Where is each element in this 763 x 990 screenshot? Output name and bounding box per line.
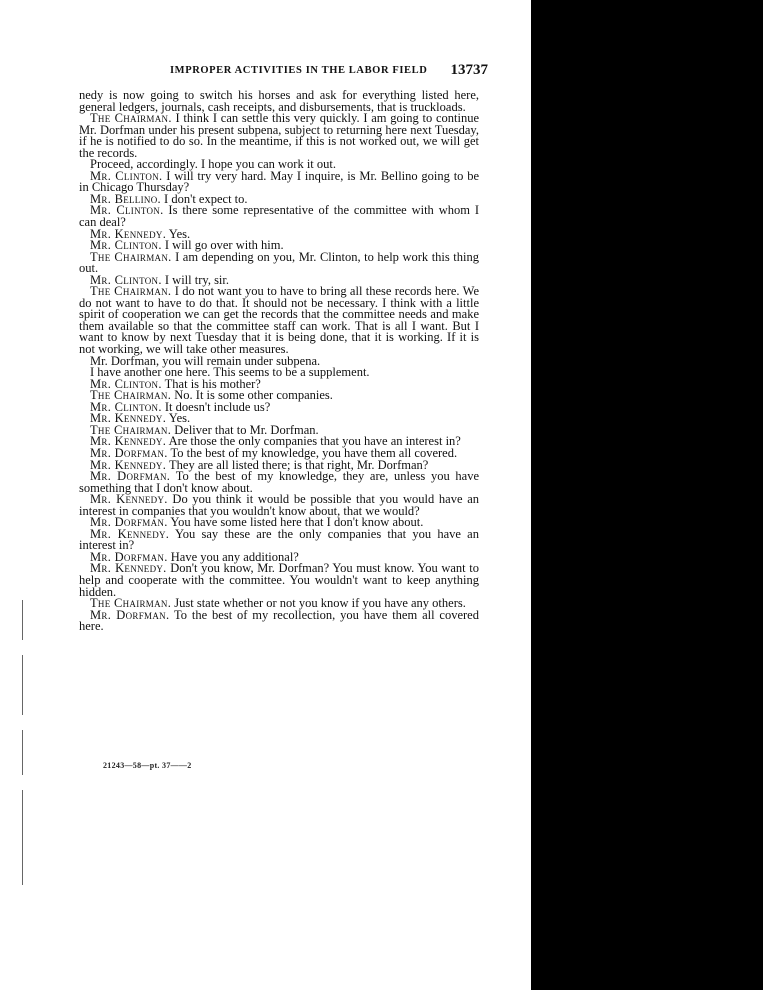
speaker-name: Mr. Clinton. — [90, 272, 162, 287]
speech-text: Just state whether or not you know if you have any others. — [174, 596, 466, 611]
transcript-paragraph — [79, 113, 479, 159]
speaker-name: Mr. Dorfman. — [90, 469, 171, 484]
speech-text: I have another one here. This seems to be a supplement. — [90, 365, 370, 380]
running-head: IMPROPER ACTIVITIES IN THE LABOR FIELD — [170, 65, 428, 76]
speaker-name: Mr. Clinton. — [90, 168, 163, 183]
speech-text: I will try very hard. May I inquire, is Mr. Bellino going to be in Chicago Thursday? — [79, 168, 480, 195]
speaker-name: Mr. Bellino. — [90, 191, 161, 206]
speaker-name: Mr. Kennedy. — [90, 526, 170, 541]
speech-text: Do you think it would be possible that you would have an interest in companies that you wouldn't know about, that we would? — [79, 492, 480, 518]
speech-text: Don't you know, Mr. Dorfman? You must know. You want to help and cooperate with the committee. You wouldn't want to keep anything hidden. — [79, 561, 479, 599]
scan-edge-marks — [22, 600, 24, 900]
speech-text: They are all listed there; is that right, Mr. Dorfman? — [169, 457, 429, 472]
transcript-paragraph — [79, 494, 479, 517]
transcript-paragraph — [79, 205, 479, 228]
transcript-paragraph — [79, 90, 479, 113]
speech-text: Have you any additional? — [170, 549, 299, 564]
speaker-name: Mr. Dorfman. — [90, 515, 168, 530]
speech-text: It doesn't include us? — [164, 399, 271, 414]
speaker-name: Mr. Kennedy. — [90, 226, 167, 241]
page-number: 13737 — [450, 62, 488, 78]
speech-text: To the best of my knowledge, they are, unless you have something that I don't know about. — [79, 469, 479, 495]
speech-text: To the best of my knowledge, you have them all covered. — [170, 445, 458, 460]
transcript-paragraph — [79, 526, 479, 553]
speech-text: Is there some representative of the committee with whom I can deal? — [79, 203, 479, 230]
transcript-body — [79, 90, 479, 633]
speaker-name: Mr. Dorfman. — [90, 607, 170, 622]
speaker-name: Mr. Kennedy. — [90, 434, 167, 449]
speaker-name: The Chairman. — [90, 111, 172, 126]
speech-text: Mr. Dorfman, you will remain under subpena. — [90, 353, 321, 368]
speech-text: I don't expect to. — [164, 191, 248, 206]
speech-text: Yes. — [168, 411, 191, 426]
speech-text: I am depending on you, Mr. Clinton, to help work this thing out. — [79, 249, 479, 276]
speech-text: Deliver that to Mr. Dorfman. — [174, 422, 319, 437]
speaker-name: Mr. Dorfman. — [90, 549, 168, 564]
transcript-paragraph — [79, 249, 479, 276]
page-header — [170, 62, 488, 82]
speech-text: I think I can settle this very quickly. I am going to continue Mr. Dorfman under his present subpena, subject to returning here next Tuesday, if he is notified to do so. In the meantime, if this is not worked out, we will get the records. — [79, 111, 479, 160]
transcript-paragraph — [79, 471, 479, 494]
speaker-name: The Chairman. — [90, 388, 172, 403]
speaker-name: Mr. Kennedy. — [90, 561, 167, 576]
speaker-name: Mr. Kennedy. — [90, 492, 168, 507]
transcript-paragraph — [79, 607, 479, 634]
speaker-name: The Chairman. — [90, 249, 172, 264]
speech-text: I do not want you to have to bring all these records here. We do not want to have to do that. It should not be necessary. I think with a little spirit of cooperation we can get the records that the committee needs and make them available so that the committee staff can work. That is all I want. But I want to know by next Tuesday that it is being done, that it is working. If it is not working, we will take other measures. — [79, 284, 480, 357]
speech-text: No. It is some other companies. — [174, 388, 333, 403]
transcript-paragraph — [79, 286, 479, 355]
speaker-name: Mr. Kennedy. — [90, 411, 167, 426]
print-code: 21243—58—pt. 37——2 — [103, 761, 192, 770]
speech-text: Proceed, accordingly. I hope you can work it out. — [90, 157, 336, 172]
speech-text: I will try, sir. — [164, 272, 230, 287]
speaker-name: Mr. Clinton. — [90, 203, 164, 218]
speaker-name: The Chairman. — [90, 422, 172, 437]
speech-text: To the best of my recollection, you have them all covered here. — [79, 607, 479, 634]
speech-text: nedy is now going to switch his horses and ask for everything listed here, general ledgers, journals, cash receipts, and disbursements, that is truckloads. — [79, 88, 479, 114]
speaker-name: The Chairman. — [90, 284, 172, 299]
speech-text: I will go over with him. — [164, 238, 284, 253]
speaker-name: Mr. Kennedy. — [90, 457, 167, 472]
speech-text: Yes. — [168, 226, 191, 241]
speaker-name: Mr. Clinton. — [90, 238, 162, 253]
transcript-paragraph — [79, 563, 479, 598]
transcript-paragraph — [79, 168, 480, 195]
speech-text: You have some listed here that I don't know about. — [170, 515, 424, 530]
speech-text: That is his mother? — [164, 376, 261, 391]
speech-text: You say these are the only companies that you have an interest in? — [79, 526, 479, 553]
speaker-name: Mr. Clinton. — [90, 399, 162, 414]
speaker-name: Mr. Dorfman. — [90, 445, 168, 460]
speaker-name: Mr. Clinton. — [90, 376, 162, 391]
speaker-name: The Chairman. — [90, 596, 172, 611]
speech-text: Are those the only companies that you have an interest in? — [168, 434, 461, 449]
